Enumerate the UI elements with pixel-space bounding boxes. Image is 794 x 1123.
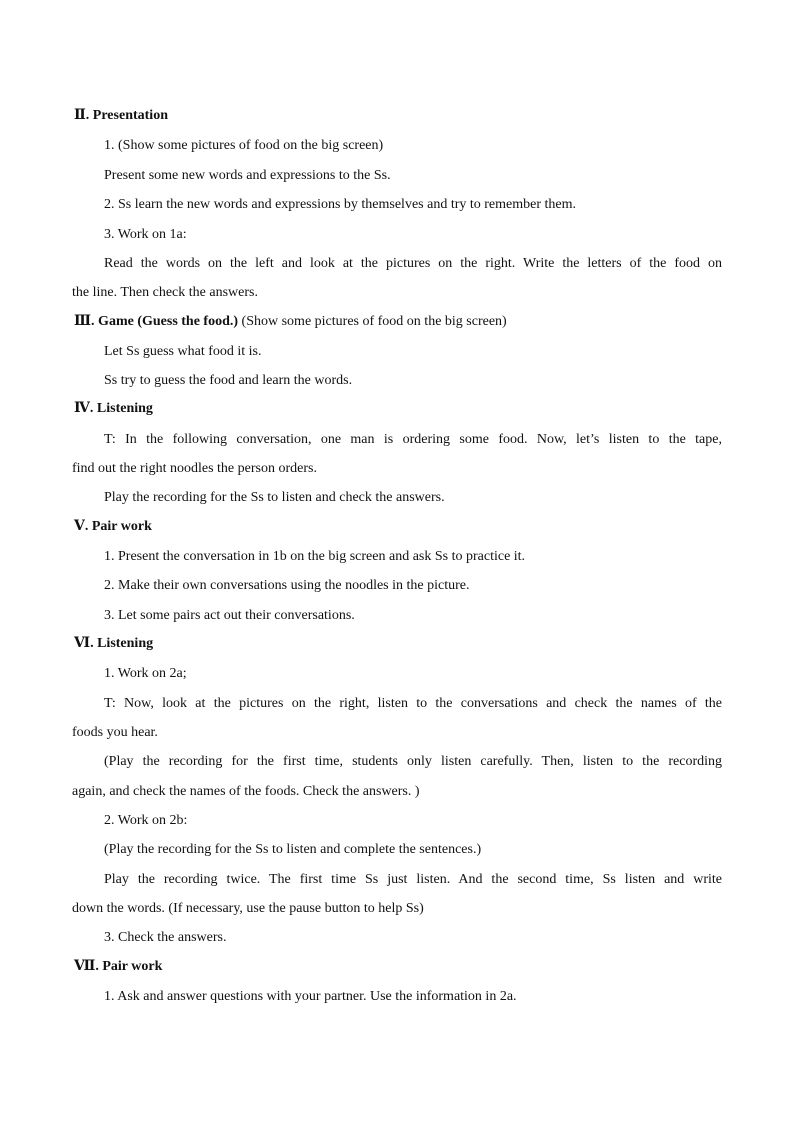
section-heading-presentation: Ⅱ. Presentation bbox=[74, 108, 168, 123]
text-line: (Play the recording for the Ss to listen and complete the sentences.) bbox=[104, 842, 482, 857]
text-line: 2. Make their own conversations using the noodles in the picture. bbox=[104, 578, 470, 593]
text-line: Ss try to guess the food and learn the words. bbox=[104, 373, 353, 388]
text-line: 3. Work on 1a: bbox=[104, 227, 187, 242]
text-line: Present some new words and expressions to the Ss. bbox=[104, 168, 391, 183]
text-line: 1. (Show some pictures of food on the big screen) bbox=[104, 138, 384, 153]
text-line: T: Now, look at the pictures on the right, listen to the conversations and check the names of the bbox=[104, 696, 722, 711]
text-line: Let Ss guess what food it is. bbox=[104, 344, 262, 359]
text-line: Play the recording twice. The first time Ss just listen. And the second time, Ss listen and write bbox=[104, 872, 722, 887]
text-line: 1. Work on 2a; bbox=[104, 666, 187, 681]
section-heading-listening-2: Ⅵ. Listening bbox=[74, 636, 154, 651]
text-line: the line. Then check the answers. bbox=[72, 285, 258, 300]
section-heading-game-note: (Show some pictures of food on the big screen) bbox=[241, 314, 507, 329]
text-line: T: In the following conversation, one man is ordering some food. Now, let’s listen to the tape, bbox=[104, 432, 722, 447]
text-line: foods you hear. bbox=[72, 725, 158, 740]
section-heading-game bbox=[74, 313, 724, 331]
text-line: 3. Check the answers. bbox=[104, 930, 227, 945]
text-line: 3. Let some pairs act out their conversations. bbox=[104, 608, 355, 623]
text-line: again, and check the names of the foods. Check the answers. ) bbox=[72, 784, 420, 799]
section-heading-pair-work-2: Ⅶ. Pair work bbox=[74, 959, 163, 974]
text-line: (Play the recording for the first time, students only listen carefully. Then, listen to the recording bbox=[104, 754, 722, 769]
text-line: 1. Ask and answer questions with your partner. Use the information in 2a. bbox=[104, 989, 517, 1004]
text-line: find out the right noodles the person orders. bbox=[72, 461, 317, 476]
text-line: 1. Present the conversation in 1b on the big screen and ask Ss to practice it. bbox=[104, 549, 526, 564]
section-heading-game-title: Ⅲ. Game (Guess the food.) bbox=[74, 314, 239, 329]
text-line: down the words. (If necessary, use the pause button to help Ss) bbox=[72, 901, 424, 916]
text-line: Read the words on the left and look at the pictures on the right. Write the letters of the food on bbox=[104, 256, 722, 271]
text-line: 2. Work on 2b: bbox=[104, 813, 188, 828]
section-heading-listening: Ⅳ. Listening bbox=[74, 401, 153, 416]
text-line: Play the recording for the Ss to listen and check the answers. bbox=[104, 490, 445, 505]
text-line: 2. Ss learn the new words and expressions by themselves and try to remember them. bbox=[104, 197, 577, 212]
section-heading-pair-work: Ⅴ. Pair work bbox=[74, 519, 152, 534]
